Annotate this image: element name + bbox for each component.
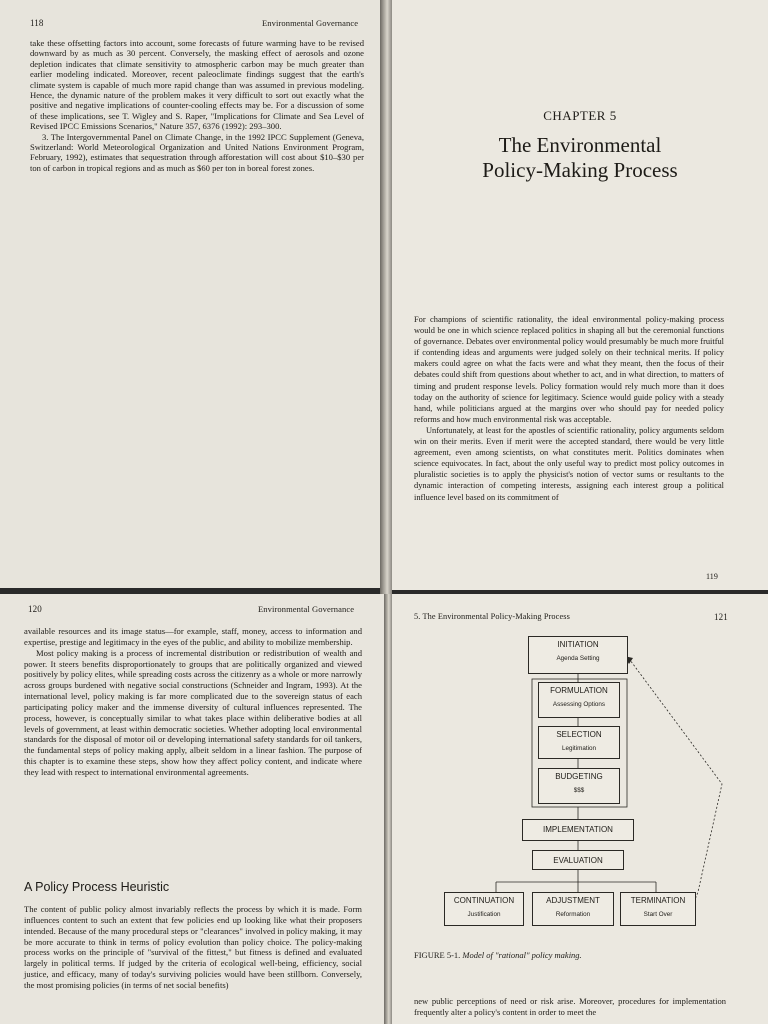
footnote-block <box>30 38 364 173</box>
chapter-label: CHAPTER 5 <box>543 108 617 123</box>
formulation-sublabel: Assessing Options <box>552 701 606 708</box>
formulation-label: FORMULATION <box>550 686 608 695</box>
figure-caption <box>414 950 582 960</box>
initiation-label: INITIATION <box>557 640 599 649</box>
body-paragraph: Unfortunately, at least for the apostles of scientific rationality, policy arguments seldom win on their merits. Even if merit were the accepted standard, there would be very little agreement, even among scientists, on what constitutes merit. Politics dominates when science equivocates. In fact, about the only useful way to predict most policy outcomes in pluralistic societies is to apply the physicist's notion of vector sums or resultants to the dynamic interaction of competing interests, assigning each interest group a political influence level based on its commitment of <box>414 425 724 502</box>
selection-box <box>538 726 620 759</box>
page-118 <box>0 0 380 588</box>
body-text <box>414 996 726 1018</box>
body-text <box>414 314 724 503</box>
section-heading: A Policy Process Heuristic <box>24 880 170 894</box>
chapter-title-line: Policy-Making Process <box>482 158 678 182</box>
section-body <box>24 904 362 991</box>
initiation-box <box>528 636 628 674</box>
budgeting-box <box>538 768 620 804</box>
book-gutter-top <box>380 0 392 594</box>
implementation-label: IMPLEMENTATION <box>543 825 613 834</box>
page-number: 121 <box>714 612 728 622</box>
caption-prefix: FIGURE 5-1. <box>414 950 461 960</box>
body-paragraph: The content of public policy almost invariably reflects the process by which it is made. Form influences content to such an extent that few policies end up looking like what their proposers intended. Because of the many procedural steps or "clearances" involved in policy making, it may be more accurate to think in terms of policy evolution than policy choice. The policy-making process works on the principle of "survival of the fittest," but fitness is defined and evaluated largely in political terms. If judged by the criteria of ecological well-being, efficiency, social justice, and efficacy, many of today's surviving policies would have been stillborn. Conversely, the most promising policies (in terms of net social benefits) <box>24 904 362 990</box>
implementation-box <box>522 819 634 841</box>
body-text <box>24 626 362 778</box>
evaluation-label: EVALUATION <box>553 856 603 865</box>
termination-label: TERMINATION <box>630 896 686 905</box>
page-number: 120 <box>28 604 42 614</box>
initiation-sublabel: Agenda Setting <box>556 655 600 662</box>
budgeting-sublabel: $$$ <box>573 787 585 794</box>
chapter-title <box>392 133 768 183</box>
continuation-label: CONTINUATION <box>453 896 515 905</box>
termination-box <box>620 892 696 926</box>
footnote-paragraph: 3. The Intergovernmental Panel on Climate Change, in the 1992 IPCC Supplement (Geneva, Switzerland: World Meteorological Organization and United Nations Environment Program, February, 1992), estimates that sequestration through afforestation will cost about $10–$30 per ton of carbon in tropical regions and as much as $60 per ton in boreal forest zones. <box>30 131 364 173</box>
running-head: 5. The Environmental Policy-Making Process <box>414 612 570 621</box>
book-gutter-bottom <box>384 594 392 1024</box>
page-number: 118 <box>30 18 44 28</box>
page-120 <box>0 594 384 1024</box>
body-paragraph: For champions of scientific rationality, the ideal environmental policy-making process would be one in which science replaced politics in shaping all but the ceremonial functions of governance. Debates over environmental policy would presumably be much more fruitful if contending ideas and arguments were judged solely on their technical merits. If policy makers could agree on what the facts were and what they meant, then the focus of their debates could shift from questions about whether to act, and in what direction, to matters of timing and prudent response levels. Policy formation would rely much more than it does today on the authority of science for legitimacy. Science would guide policy with a steady hand, while politicians argued at the margins over who should pay for needed policy reforms and how much environmental risk was acceptable. <box>414 315 724 424</box>
page-121 <box>392 594 768 1024</box>
body-paragraph: available resources and its image status—for example, staff, money, access to information and expertise, prestige and legitimacy in the eyes of the public, and ability to mobilize membership. <box>24 626 362 647</box>
termination-sublabel: Start Over <box>643 911 673 918</box>
formulation-box <box>538 682 620 718</box>
page-119 <box>392 0 768 590</box>
adjustment-sublabel: Reformation <box>555 911 591 918</box>
selection-sublabel: Legitimation <box>562 745 596 752</box>
footnote-paragraph: take these offsetting factors into account, some forecasts of future warming have to be revised downward by as much as 30 percent. Conversely, the masking effect of aerosols and ozone depletion indicates that climate sensitivity to atmospheric carbon may be much greater than earlier modeling indicated. Moreover, recent paleoclimate findings suggest that the earth's climate system is capable of much more rapid change than was assumed in previous modeling. Hence, the dynamic nature of the problem makes it very difficult to sort out exactly what the positive and negative implications of counter-cooling effects may be. For a discussion of some of these implications, see T. Wigley and S. Raper, "Implications for Climate and Sea Level of Revised IPCC Emissions Scenarios," Nature 357, 6376 (1992): 293–300. <box>30 38 364 132</box>
selection-label: SELECTION <box>556 730 602 739</box>
body-paragraph: new public perceptions of need or risk arise. Moreover, procedures for implementation frequently alter a policy's content in order to meet the <box>414 996 726 1017</box>
page-number: 119 <box>706 572 719 581</box>
running-head: Environmental Governance <box>258 604 355 614</box>
evaluation-box <box>532 850 624 870</box>
body-paragraph: Most policy making is a process of incremental distribution or redistribution of wealth and power. It steers benefits disproportionately to groups that are politically organized and viewed positively by policy elites, while spreading costs across the citizenry as a whole or more narrowly across groups burdened with negative social constructions (Schneider and Ingram, 1993). At the international level, policy making is far more complicated due to the sovereign status of each participating policy maker and the immense diversity of cultural influences represented. The process, however, is conceptually similar to what takes place within deliberative bodies at all levels of government, at least within democratic societies. Whether adopting local environmental standards for the disposal of motor oil or developing international safety standards for oil tankers, the fundamental steps of policy making apply, albeit seldom in a linear fashion. The purpose of this chapter is to examine these steps, show how they affect policy content, and indicate where they lead with respect to international environmental agreements. <box>24 647 362 777</box>
caption-text: Model of "rational" policy making. <box>462 950 582 960</box>
adjustment-label: ADJUSTMENT <box>546 896 600 905</box>
continuation-sublabel: Justification <box>467 911 501 918</box>
chapter-title-line: The Environmental <box>498 133 662 157</box>
running-head: Environmental Governance <box>262 18 359 28</box>
budgeting-label: BUDGETING <box>555 772 603 781</box>
continuation-box <box>444 892 524 926</box>
adjustment-box <box>532 892 614 926</box>
